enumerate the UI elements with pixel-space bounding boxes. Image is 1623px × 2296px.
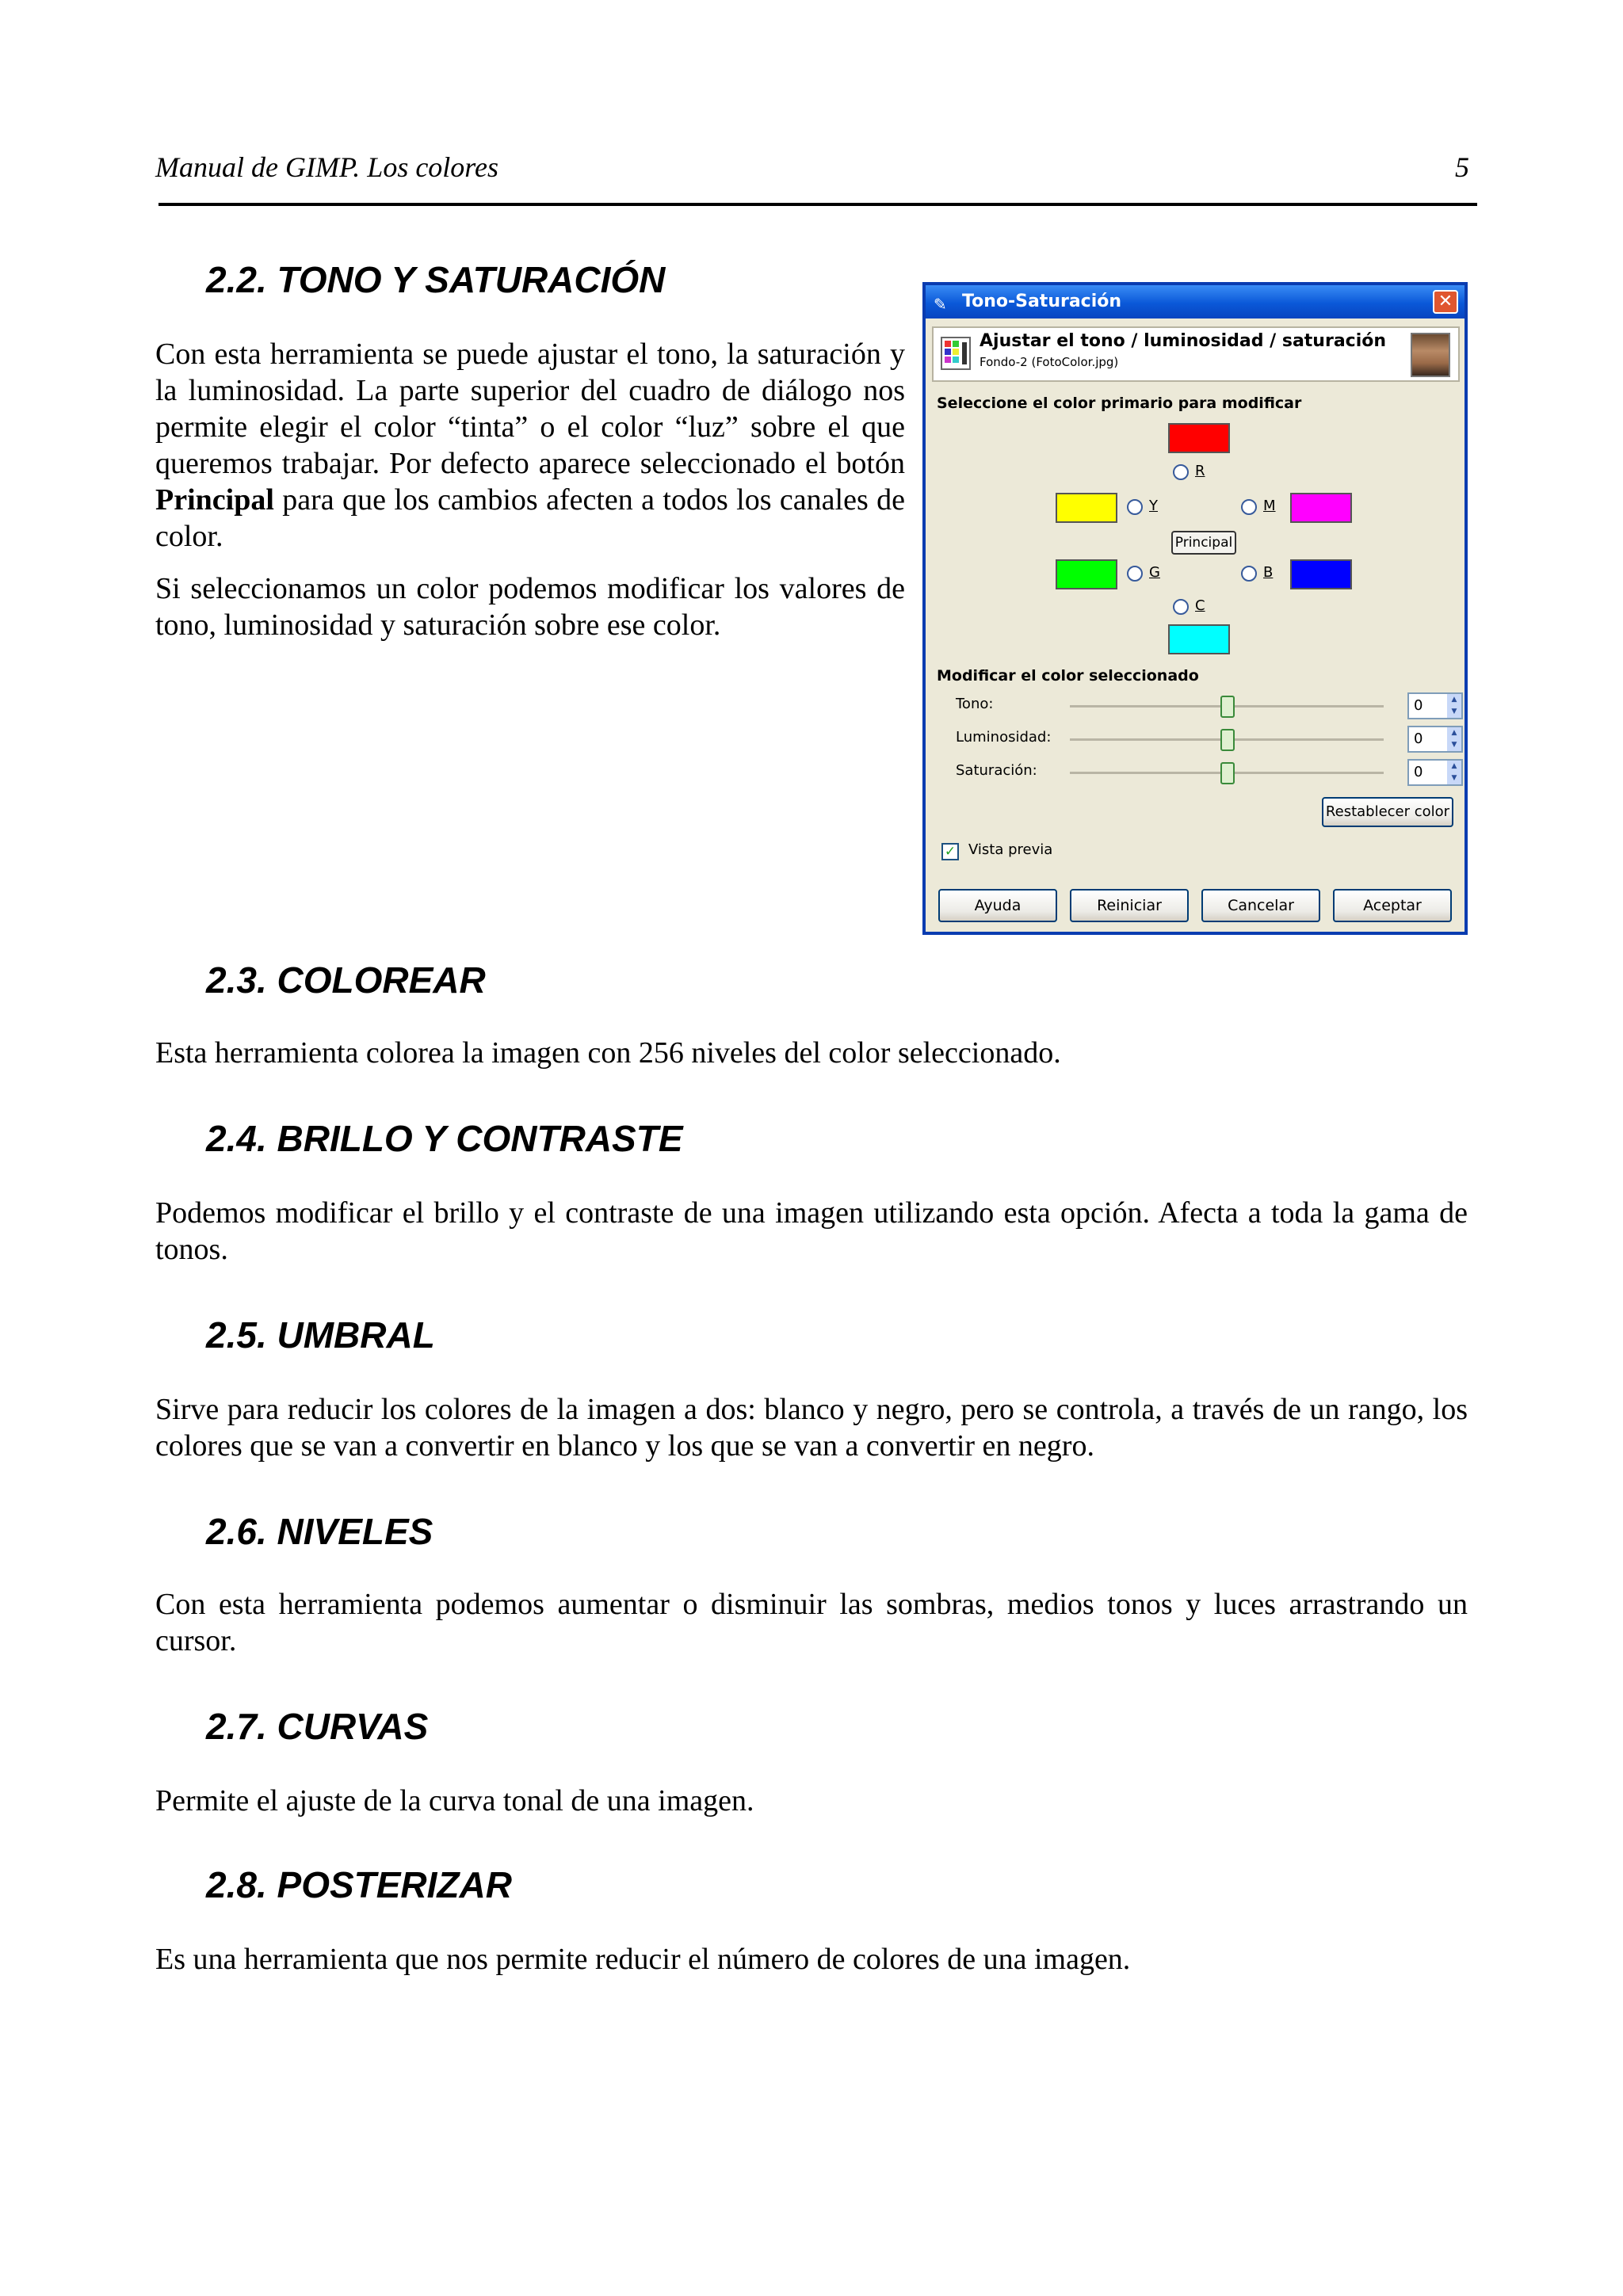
reset-button[interactable]: Reiniciar [1070, 889, 1189, 922]
dialog-header [932, 326, 1460, 382]
radio-r-label: R [1195, 463, 1205, 479]
radio-b[interactable] [1241, 566, 1257, 582]
swatch-magenta[interactable] [1290, 493, 1352, 523]
principal-bold-term: Principal [155, 483, 274, 517]
section-paragraph-tono-saturacion: Con esta herramienta se puede ajustar el tono, la saturación y la luminosidad. La parte superior del cuadro de diálogo nos permite elegir el color “tinta” o el color “luz” sobre el que queremos trabajar. Por defecto aparece seleccionado el botón Principal para que los cambios afecten a todos los canales de color. [155, 338, 905, 553]
preview-checkbox[interactable]: ✓ [941, 843, 959, 860]
page-header [155, 151, 1476, 184]
section-heading-umbral: 2.5. UMBRAL [206, 1314, 435, 1356]
section-heading-tono-saturacion: 2.2. TONO Y SATURACIÓN [206, 259, 666, 300]
spin-arrows-icon[interactable]: ▲ ▼ [1447, 727, 1461, 751]
luminosidad-slider-handle[interactable] [1220, 729, 1235, 751]
layer-thumbnail [1411, 333, 1450, 377]
section-heading-curvas: 2.7. CURVAS [206, 1706, 429, 1747]
swatch-blue[interactable] [1290, 559, 1352, 589]
spin-arrows-icon[interactable]: ▲ ▼ [1447, 694, 1461, 718]
dialog-titlebar [926, 285, 1465, 318]
saturacion-spinbox[interactable]: 0 ▲ ▼ [1407, 759, 1463, 786]
tono-slider-handle[interactable] [1220, 696, 1235, 718]
swatch-red[interactable] [1168, 423, 1230, 453]
tono-label: Tono: [956, 696, 994, 712]
section-paragraph-colorear: Esta herramienta colorea la imagen con 256 niveles del color seleccionado. [155, 1036, 1061, 1070]
saturacion-slider-handle[interactable] [1220, 762, 1235, 784]
luminosidad-spinbox[interactable]: 0 ▲ ▼ [1407, 726, 1463, 753]
select-color-label: Seleccione el color primario para modificar [937, 395, 1302, 412]
section-paragraph-niveles: Con esta herramienta podemos aumentar o disminuir las sombras, medios tonos y luces arrastrando un cursor. [155, 1588, 1468, 1657]
ok-button[interactable]: Aceptar [1333, 889, 1452, 922]
close-icon[interactable]: ✕ [1433, 290, 1458, 314]
hue-saturation-dialog [922, 282, 1468, 935]
section-heading-colorear: 2.3. COLOREAR [206, 959, 486, 1001]
radio-m-label: M [1263, 498, 1276, 514]
spin-arrows-icon[interactable]: ▲ ▼ [1447, 761, 1461, 784]
section-paragraph-curvas: Permite el ajuste de la curva tonal de una imagen. [155, 1784, 754, 1817]
help-button[interactable]: Ayuda [938, 889, 1057, 922]
swatch-green[interactable] [1056, 559, 1117, 589]
section-paragraph-umbral: Sirve para reducir los colores de la imagen a dos: blanco y negro, pero se controla, a través de un rango, los colores que se van a convertir en blanco y los que se van a convertir en negro. [155, 1393, 1468, 1463]
section-heading-posterizar: 2.8. POSTERIZAR [206, 1864, 512, 1905]
luminosidad-label: Luminosidad: [956, 729, 1052, 746]
hue-saturation-tool-icon [940, 336, 972, 371]
modify-color-label: Modificar el color seleccionado [937, 667, 1199, 685]
radio-b-label: B [1263, 564, 1274, 581]
radio-c[interactable] [1173, 599, 1189, 615]
radio-g-label: G [1149, 564, 1160, 581]
header-divider [158, 203, 1477, 206]
section-heading-niveles: 2.6. NIVELES [206, 1511, 433, 1552]
slider-row-tono [956, 691, 1463, 721]
principal-button[interactable]: Principal [1171, 531, 1236, 555]
dialog-header-title: Ajustar el tono / luminosidad / saturación [980, 331, 1387, 351]
dialog-title: Tono-Saturación [962, 292, 1122, 311]
cancel-button[interactable]: Cancelar [1201, 889, 1320, 922]
reset-color-button[interactable]: Restablecer color [1322, 797, 1453, 827]
tono-spinbox[interactable]: 0 ▲ ▼ [1407, 692, 1463, 719]
radio-y[interactable] [1127, 499, 1143, 515]
radio-m[interactable] [1241, 499, 1257, 515]
dialog-header-subtitle: Fondo-2 (FotoColor.jpg) [980, 355, 1119, 369]
document-title: Manual de GIMP. Los colores [155, 151, 498, 183]
radio-c-label: C [1195, 597, 1205, 614]
radio-g[interactable] [1127, 566, 1143, 582]
section-paragraph-posterizar: Es una herramienta que nos permite reducir el número de colores de una imagen. [155, 1943, 1131, 1976]
radio-y-label: Y [1149, 498, 1158, 514]
gimp-app-icon: ✎ [934, 295, 947, 314]
saturacion-label: Saturación: [956, 762, 1037, 779]
slider-row-luminosidad [956, 724, 1463, 754]
radio-r[interactable] [1173, 464, 1189, 480]
swatch-yellow[interactable] [1056, 493, 1117, 523]
section-paragraph-brillo-contraste: Podemos modificar el brillo y el contraste de una imagen utilizando esta opción. Afecta a toda la gama de tonos. [155, 1196, 1468, 1266]
section-heading-brillo-contraste: 2.4. BRILLO Y CONTRASTE [206, 1118, 683, 1159]
section-paragraph-tono-saturacion-2: Si seleccionamos un color podemos modificar los valores de tono, luminosidad y saturación sobre ese color. [155, 572, 905, 642]
page-number: 5 [1455, 151, 1469, 183]
slider-row-saturacion [956, 757, 1463, 788]
swatch-cyan[interactable] [1168, 624, 1230, 654]
preview-label: Vista previa [968, 841, 1053, 858]
